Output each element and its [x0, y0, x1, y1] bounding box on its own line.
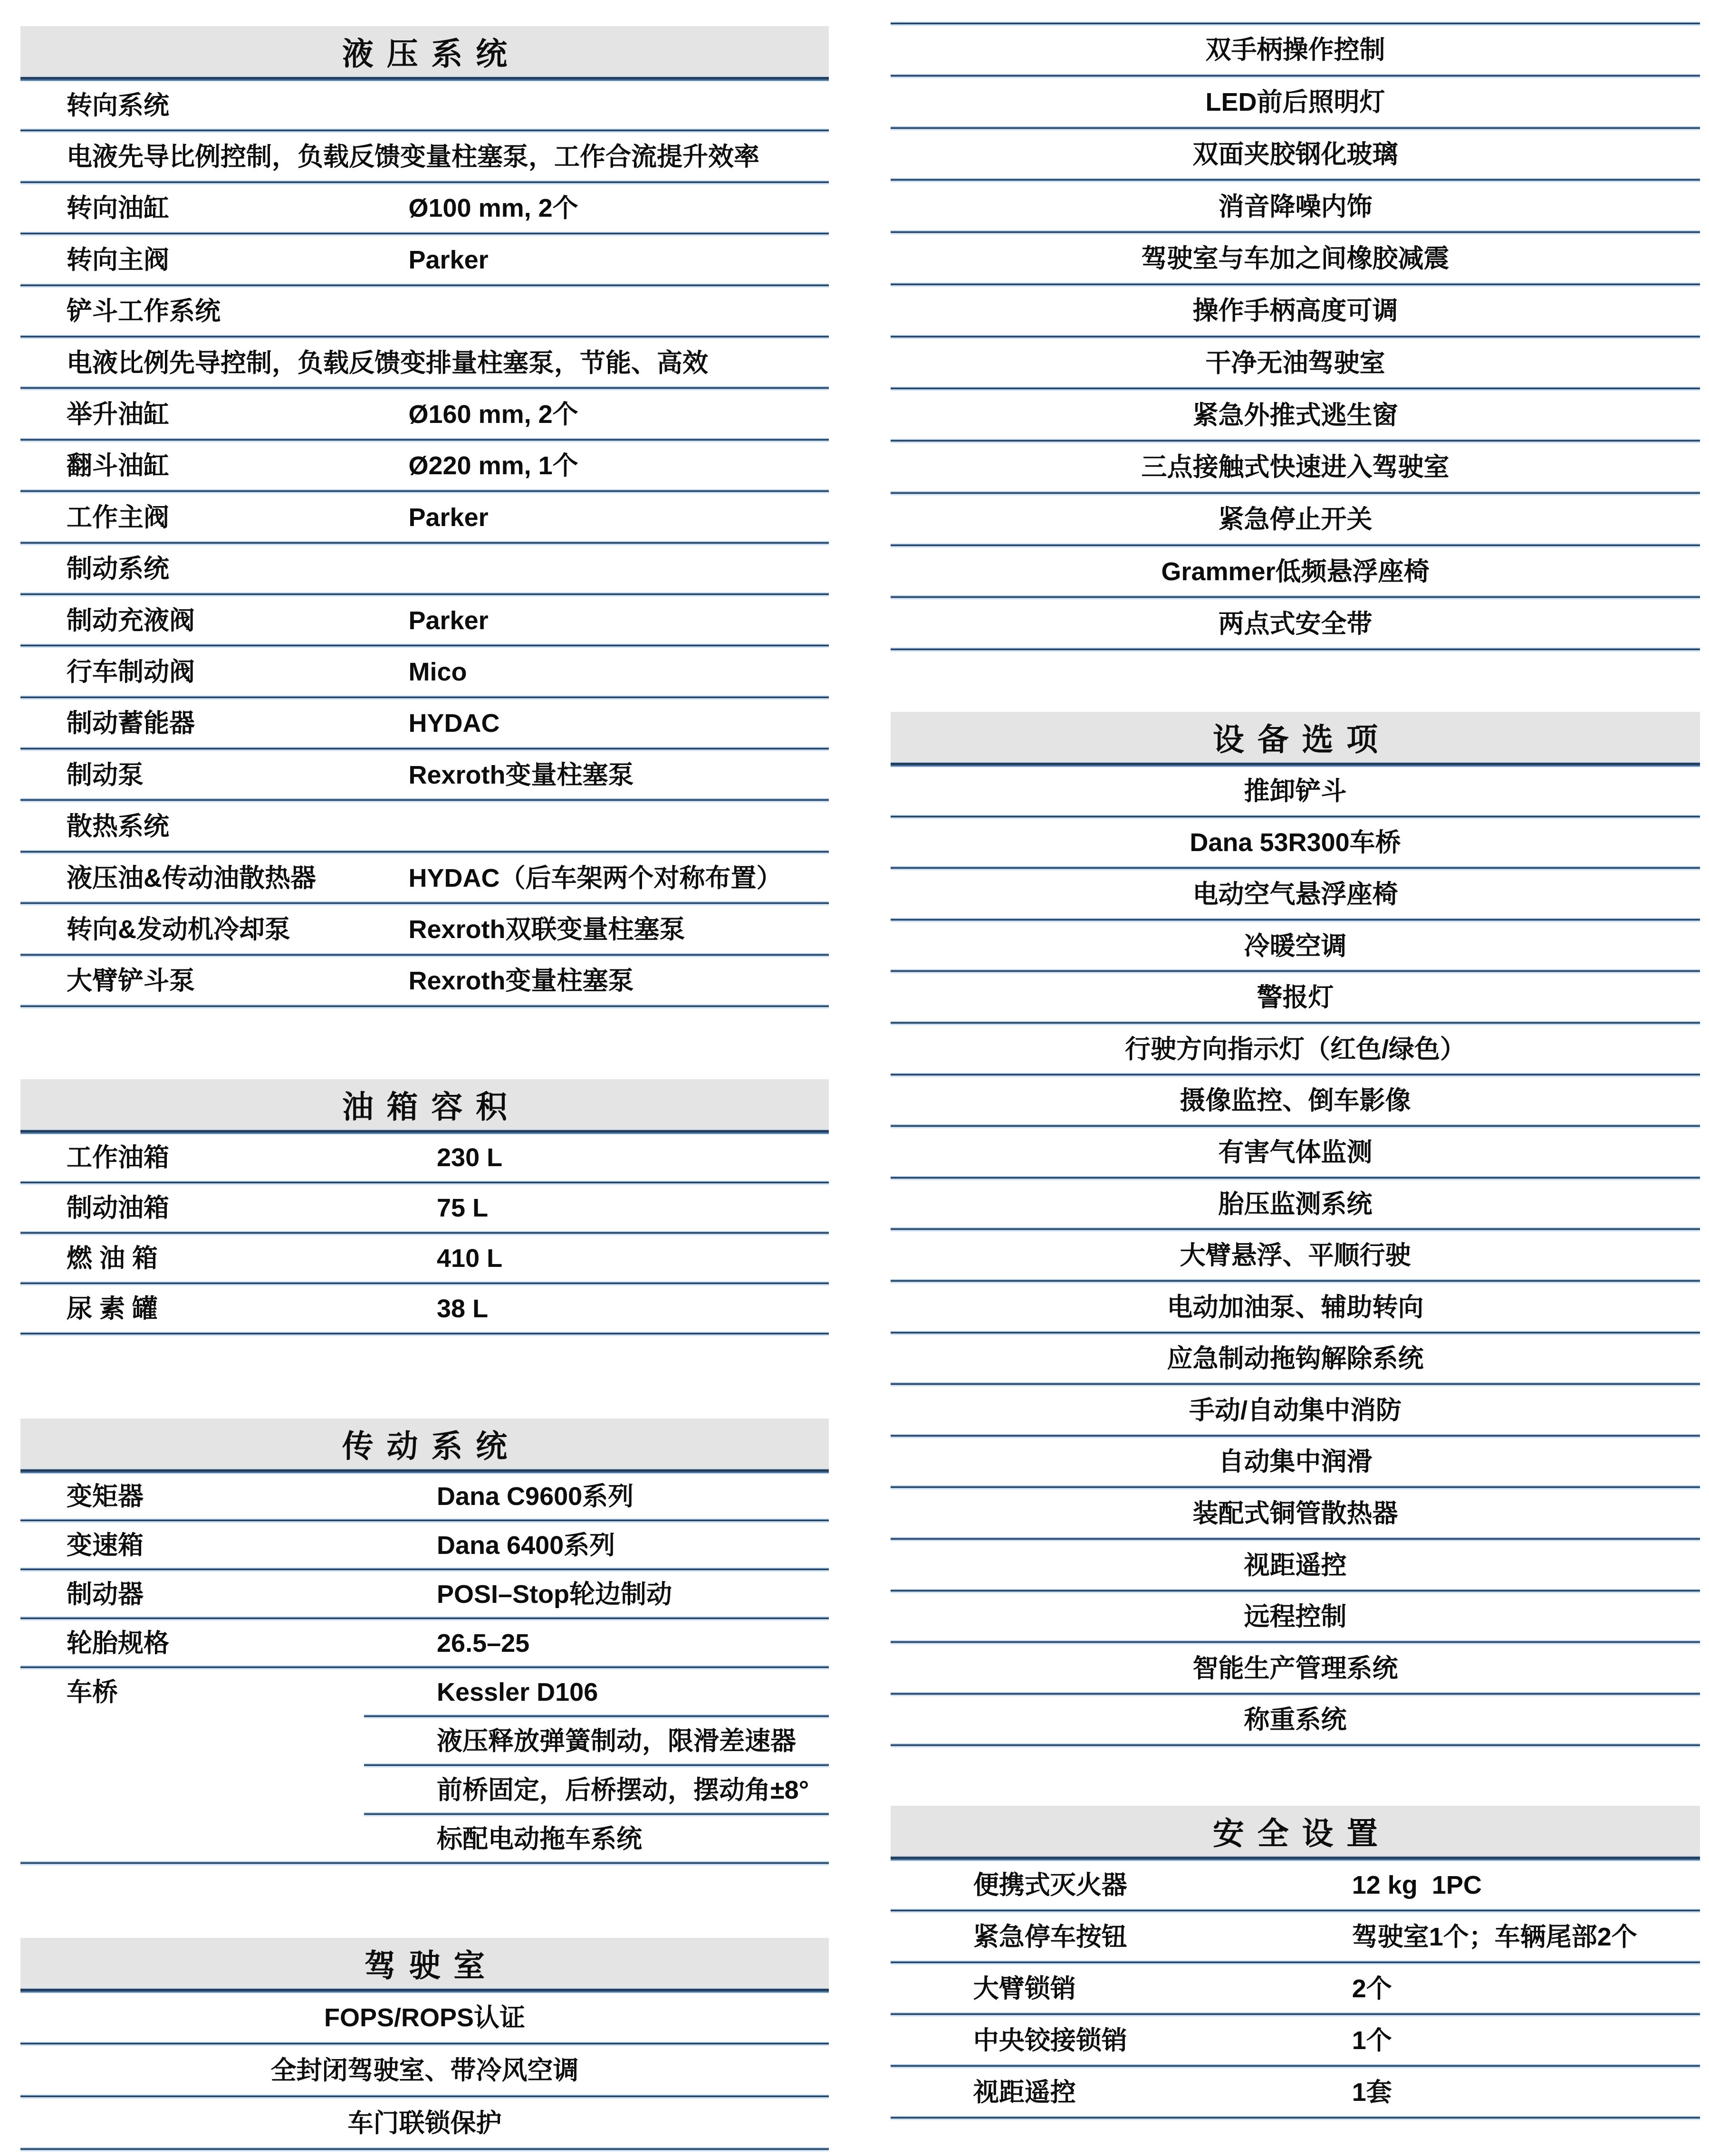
feature-text: 手动/自动集中消防 [1189, 1396, 1402, 1425]
row-value: 1个 [1352, 2026, 1392, 2055]
table-safety-settings [891, 1806, 1700, 2120]
row-value: Ø220 mm, 1个 [408, 451, 578, 480]
row-divider [891, 918, 1700, 922]
feature-text: 全封闭驾驶室、带冷风空调 [270, 2056, 579, 2085]
feature-text: LED前后照明灯 [1205, 88, 1385, 117]
table-transmission [20, 1418, 829, 1866]
row-divider [20, 1519, 829, 1523]
table-row [891, 1232, 1700, 1279]
row-label: 行车制动阀 [66, 657, 195, 686]
row-divider [20, 1666, 829, 1670]
row-divider [20, 1332, 829, 1336]
row-divider [891, 1176, 1700, 1180]
feature-text: 两点式安全带 [1218, 609, 1373, 638]
table-row [20, 751, 829, 798]
row-divider [20, 798, 829, 803]
table-row [20, 854, 829, 901]
table-row [20, 700, 829, 747]
table-row [891, 1913, 1700, 1961]
row-value: 26.5–25 [437, 1629, 530, 1658]
table-row [891, 922, 1700, 970]
table-hydraulic-system [20, 26, 829, 1009]
row-value: Parker [408, 503, 489, 532]
table-cab [20, 1938, 829, 2152]
row-label: 中央铰接锁销 [973, 2026, 1127, 2055]
row-label: 翻斗油缸 [66, 451, 169, 480]
row-divider [364, 1715, 829, 1719]
row-divider [20, 953, 829, 958]
row-note: 电液先导比例控制，负载反馈变量柱塞泵，工作合流提升效率 [66, 143, 759, 172]
row-sub-value: 标配电动拖车系统 [437, 1824, 642, 1853]
row-label: 制动油箱 [66, 1194, 169, 1223]
table-row [20, 185, 829, 232]
row-divider [891, 335, 1700, 339]
feature-text: 驾驶室与车加之间橡胶减震 [1141, 244, 1450, 273]
row-divider [20, 2147, 829, 2152]
row-value: Ø100 mm, 2个 [408, 194, 578, 223]
table-row [891, 1696, 1700, 1744]
row-label: 车桥 [66, 1677, 118, 1706]
row-value: 2个 [1352, 1974, 1392, 2003]
feature-text: 电动加油泵、辅助转向 [1167, 1293, 1424, 1322]
row-divider [20, 541, 829, 546]
feature-text: 车门联锁保护 [347, 2108, 502, 2137]
row-value: 410 L [437, 1244, 503, 1273]
row-divider [891, 1485, 1700, 1490]
table-row [20, 1621, 829, 1666]
row-label: 大臂锁销 [973, 1974, 1076, 2003]
row-divider [891, 595, 1700, 600]
feature-text: 电动空气悬浮座椅 [1192, 880, 1398, 909]
row-label: 转向油缸 [66, 194, 169, 223]
row-divider [891, 74, 1700, 78]
row-divider [20, 1005, 829, 1009]
table-row [891, 1077, 1700, 1125]
row-section-label: 散热系统 [66, 812, 169, 841]
table-row [20, 1719, 829, 1763]
feature-text: 紧急外推式逃生窗 [1192, 401, 1398, 430]
row-divider [891, 1279, 1700, 1284]
row-label: 变速箱 [66, 1531, 144, 1560]
row-divider [891, 2012, 1700, 2017]
table-row [20, 1474, 829, 1519]
table-row [20, 1236, 829, 1282]
table-row [20, 494, 829, 541]
row-section-label: 制动系统 [66, 555, 169, 584]
row-value: Parker [408, 606, 489, 635]
feature-text: 自动集中润滑 [1218, 1447, 1373, 1476]
row-divider [20, 850, 829, 854]
row-divider [20, 1568, 829, 1572]
row-label: 工作主阀 [66, 503, 169, 532]
row-divider [20, 232, 829, 236]
feature-text: 推卸铲斗 [1244, 776, 1347, 805]
row-divider [20, 1861, 829, 1866]
row-value: Dana C9600系列 [437, 1482, 634, 1511]
row-label: 液压油&传动油散热器 [66, 863, 316, 892]
table-row [20, 803, 829, 850]
feature-text: 冷暖空调 [1244, 931, 1347, 960]
row-divider [20, 1231, 829, 1236]
row-divider [891, 126, 1700, 131]
row-label: 变矩器 [66, 1482, 144, 1511]
row-value: Parker [408, 245, 489, 274]
row-divider [891, 178, 1700, 182]
row-sub-value: 前桥固定，后桥摆动，摆动角±8° [437, 1775, 809, 1804]
table-row [891, 819, 1700, 867]
header-divider [20, 1468, 829, 1474]
row-divider [20, 747, 829, 751]
section-header-tank-capacity: 油箱容积 [20, 1079, 829, 1129]
row-section-label: 转向系统 [66, 91, 169, 120]
feature-text: 摄像监控、倒车影像 [1180, 1086, 1411, 1115]
table-row [20, 1817, 829, 1861]
row-divider [891, 283, 1700, 287]
row-label: 制动充液阀 [66, 606, 195, 635]
row-divider [20, 386, 829, 391]
row-divider [891, 1073, 1700, 1077]
row-divider [891, 648, 1700, 652]
feature-text: 紧急停止开关 [1218, 505, 1373, 534]
row-value: Rexroth双联变量柱塞泵 [408, 915, 685, 944]
row-label: 燃 油 箱 [66, 1244, 158, 1273]
row-divider [20, 644, 829, 648]
row-divider [891, 1021, 1700, 1025]
row-value: Rexroth变量柱塞泵 [408, 760, 634, 789]
table-row [20, 1135, 829, 1181]
row-divider [891, 866, 1700, 871]
row-divider [891, 544, 1700, 548]
table-row [891, 78, 1700, 126]
table-row [20, 906, 829, 953]
feature-text: Grammer低频悬浮座椅 [1161, 557, 1430, 586]
left-column [20, 0, 829, 2156]
row-divider [20, 489, 829, 494]
section-header-equipment-options: 设备选项 [891, 712, 1700, 762]
table-row [891, 131, 1700, 179]
row-divider [891, 1382, 1700, 1387]
table-row [891, 871, 1700, 918]
row-label: 制动泵 [66, 760, 144, 789]
feature-text: 智能生产管理系统 [1192, 1654, 1398, 1683]
table-row [20, 339, 829, 386]
feature-text: 操作手柄高度可调 [1192, 297, 1398, 326]
feature-text: Dana 53R300车桥 [1190, 828, 1401, 857]
row-divider [891, 230, 1700, 235]
row-divider [20, 696, 829, 700]
row-divider [20, 438, 829, 442]
row-divider [20, 901, 829, 906]
row-value: 驾驶室1个；车辆尾部2个 [1352, 1922, 1637, 1951]
row-divider [891, 1909, 1700, 1913]
row-divider [891, 1227, 1700, 1232]
table-row [891, 2069, 1700, 2116]
row-label: 举升油缸 [66, 400, 169, 429]
table-row [20, 1993, 829, 2042]
feature-text: 干净无油驾驶室 [1205, 348, 1385, 377]
feature-text: 警报灯 [1257, 983, 1334, 1012]
header-divider [20, 1129, 829, 1135]
row-label: 工作油箱 [66, 1143, 169, 1172]
row-divider [891, 1589, 1700, 1593]
table-row [891, 2017, 1700, 2064]
table-row [20, 2099, 829, 2147]
row-value: HYDAC [408, 709, 500, 738]
feature-text: FOPS/ROPS认证 [324, 2003, 526, 2032]
table-row [891, 1542, 1700, 1589]
row-divider [20, 2042, 829, 2046]
table-row [891, 26, 1700, 74]
header-divider [20, 1988, 829, 1993]
feature-text: 应急制动拖钩解除系统 [1167, 1344, 1424, 1373]
row-value: Rexroth变量柱塞泵 [408, 967, 634, 996]
feature-text: 三点接触式快速进入驾驶室 [1141, 453, 1450, 482]
row-value: 38 L [437, 1294, 489, 1323]
feature-text: 双面夹胶钢化玻璃 [1192, 140, 1398, 169]
row-divider [891, 1640, 1700, 1645]
row-divider [891, 2064, 1700, 2069]
table-equipment-options [891, 712, 1700, 1748]
row-divider [891, 1961, 1700, 1965]
table-row [20, 648, 829, 695]
row-divider [891, 491, 1700, 496]
row-divider [891, 1692, 1700, 1696]
feature-text: 双手柄操作控制 [1205, 36, 1385, 65]
table-row [20, 236, 829, 283]
table-row [891, 1025, 1700, 1073]
table-row [891, 1490, 1700, 1537]
row-divider [891, 439, 1700, 443]
table-row [891, 1387, 1700, 1434]
table-row [891, 1284, 1700, 1331]
table-row [20, 133, 829, 180]
table-row [20, 1286, 829, 1332]
table-row [20, 1185, 829, 1231]
feature-text: 胎压监测系统 [1218, 1189, 1373, 1218]
right-column [891, 0, 1700, 2156]
row-divider [891, 1434, 1700, 1438]
feature-text: 远程控制 [1244, 1602, 1347, 1631]
feature-text: 消音降噪内饰 [1218, 192, 1373, 221]
row-divider [891, 815, 1700, 819]
row-divider [891, 387, 1700, 391]
table-row [891, 287, 1700, 335]
feature-text: 视距遥控 [1244, 1551, 1347, 1580]
section-header-cab: 驾驶室 [20, 1938, 829, 1988]
table-row [20, 391, 829, 438]
table-row [20, 958, 829, 1005]
row-divider [20, 181, 829, 185]
row-label: 转向&发动机冷却泵 [66, 915, 290, 944]
row-divider [20, 1181, 829, 1185]
row-label: 制动蓄能器 [66, 709, 195, 738]
feature-text: 行驶方向指示灯（红色/绿色） [1124, 1035, 1466, 1064]
feature-text: 称重系统 [1244, 1706, 1347, 1734]
row-value: HYDAC（后车架两个对称布置） [408, 863, 782, 892]
table-row [20, 288, 829, 335]
row-label: 紧急停车按钮 [973, 1922, 1127, 1951]
row-value: Dana 6400系列 [437, 1531, 615, 1560]
table-tank-capacity [20, 1079, 829, 1336]
row-divider [891, 22, 1700, 26]
row-divider [20, 593, 829, 597]
table-row [891, 339, 1700, 387]
table-row [20, 442, 829, 489]
table-row [891, 1645, 1700, 1692]
table-row [891, 1861, 1700, 1909]
table-row [891, 1180, 1700, 1228]
row-divider [20, 1282, 829, 1286]
table-row [891, 974, 1700, 1021]
table-row [20, 82, 829, 129]
section-header-transmission: 传动系统 [20, 1418, 829, 1468]
table-row [891, 1965, 1700, 2012]
row-value: Mico [408, 657, 467, 686]
row-label: 轮胎规格 [66, 1629, 169, 1658]
row-value: 12 kg 1PC [1352, 1870, 1482, 1899]
row-divider [891, 1537, 1700, 1542]
row-divider [891, 969, 1700, 974]
row-value: POSI–Stop轮边制动 [437, 1580, 672, 1609]
header-divider [20, 76, 829, 82]
table-row [891, 548, 1700, 596]
table-row [891, 391, 1700, 439]
row-divider [891, 1744, 1700, 1748]
row-value: Ø160 mm, 2个 [408, 400, 578, 429]
row-divider [891, 1331, 1700, 1335]
row-sub-value: 液压释放弹簧制动，限滑差速器 [437, 1726, 796, 1755]
table-row [891, 1129, 1700, 1176]
table-row [20, 2046, 829, 2095]
feature-text: 装配式铜管散热器 [1192, 1499, 1398, 1528]
table-row [891, 496, 1700, 544]
row-label: 转向主阀 [66, 245, 169, 274]
section-header-hydraulic-system: 液压系统 [20, 26, 829, 76]
table-row [20, 597, 829, 644]
row-label: 大臂铲斗泵 [66, 967, 195, 996]
table-row [20, 1670, 829, 1715]
table-row [891, 1438, 1700, 1486]
row-note: 电液比例先导控制，负载反馈变排量柱塞泵，节能、高效 [66, 348, 708, 377]
table-cab-features [891, 22, 1700, 652]
row-divider [20, 1617, 829, 1621]
header-divider [891, 762, 1700, 767]
row-label: 便携式灭火器 [973, 1870, 1127, 1899]
table-row [891, 767, 1700, 815]
row-divider [20, 335, 829, 339]
table-row [891, 235, 1700, 283]
row-section-label: 铲斗工作系统 [66, 297, 221, 326]
row-label: 制动器 [66, 1580, 144, 1609]
row-divider [20, 2095, 829, 2099]
row-label: 尿 素 罐 [66, 1294, 158, 1323]
table-row [891, 182, 1700, 230]
row-label: 视距遥控 [973, 2078, 1076, 2107]
row-value: Kessler D106 [437, 1677, 598, 1706]
table-row [891, 600, 1700, 648]
feature-text: 有害气体监测 [1218, 1138, 1373, 1167]
table-row [891, 443, 1700, 491]
header-divider [891, 1856, 1700, 1861]
row-divider [364, 1763, 829, 1768]
row-divider [891, 1124, 1700, 1129]
table-row [891, 1335, 1700, 1383]
row-value: 230 L [437, 1143, 503, 1172]
table-row [891, 1593, 1700, 1641]
table-row [20, 1572, 829, 1617]
section-header-safety-settings: 安全设置 [891, 1806, 1700, 1856]
feature-text: 大臂悬浮、平顺行驶 [1180, 1241, 1411, 1270]
table-row [20, 1768, 829, 1812]
row-divider [364, 1812, 829, 1817]
row-value: 1套 [1352, 2078, 1392, 2107]
table-row [20, 546, 829, 593]
row-divider [891, 2116, 1700, 2120]
row-value: 75 L [437, 1194, 489, 1223]
row-divider [20, 129, 829, 133]
row-divider [20, 284, 829, 288]
table-row [20, 1523, 829, 1568]
